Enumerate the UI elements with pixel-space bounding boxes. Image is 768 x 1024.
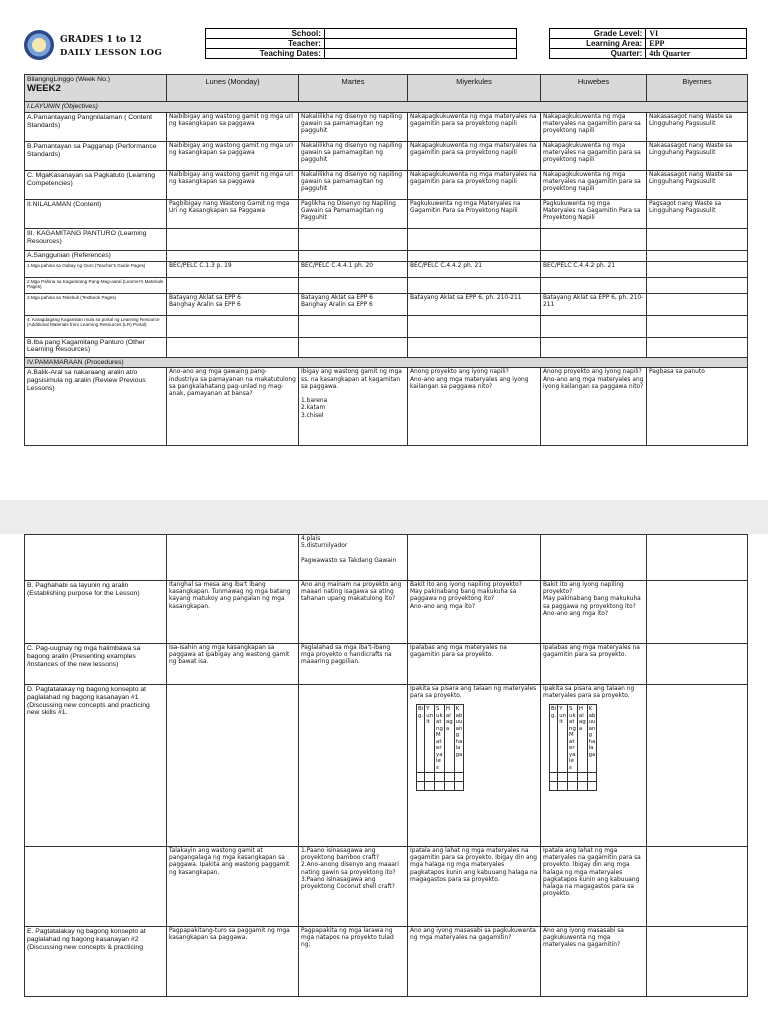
cell-wednesday: Nakapagkukuwenta ng mga materyales na gagamitin para sa proyektong napili (408, 112, 541, 141)
table-row (25, 315, 748, 337)
table-row (25, 261, 748, 277)
section-procedures: IV.PAMAMARAAN (Procedures) (25, 357, 748, 368)
cell-friday: Nakasasagot nang Waste sa Lingguhang Pagsusulit (647, 112, 748, 141)
cell-thursday: Ipalabas ang mga materyales na gagamitin para sa proyekto. (541, 644, 647, 685)
header-friday: Biyernes (647, 75, 748, 102)
cell-thursday: Ano ang iyong masasabi sa pagkukuwenta ng mga materyales na gagamitin? (541, 927, 647, 997)
week-value: WEEK2 (27, 82, 61, 94)
cell-thursday: BEC/PELC C.4.4.2 ph. 21 (541, 261, 647, 277)
row-label: III. KAGAMITANG PANTURO (Learning Resources) (25, 228, 167, 250)
grid-header: K ab uu an g ha la ga (454, 705, 464, 773)
cell-tuesday: BEC/PELC C.4.4.1 ph. 20 (299, 261, 408, 277)
lesson-log-page-1 (0, 0, 768, 500)
row-label: 1.Mga pahina sa Gabay ng Guro (Teacher's Guide Pages) (25, 261, 167, 277)
row-label: 4. Karagdagang Kagamitan mula sa portal ng Learning Resource (Additional Materials from Learning Resources (LR) Portal) (25, 315, 167, 337)
grade-level-value: VI (646, 29, 747, 39)
teacher-value (324, 39, 516, 49)
cell-monday: Pagbibigay nang Wastong Gamit ng mga Uri ng Kasangkapan sa Paggawa (167, 199, 299, 228)
row-label: 3.Mga pahina sa Teksbuk (Textbook Pages) (25, 293, 167, 315)
table-row (25, 228, 748, 250)
row-label: C. Pag-uugnay ng mga halimbawa sa bagong aralin (Presenting examples /Instances of the new lessons) (25, 644, 167, 685)
cell-monday: Naibibigay ang wastong gamit ng mga uri ng kasangkapan sa paggawa (167, 112, 299, 141)
cell-tuesday: Nakalilikha ng disenyo ng napiling gawain sa pamamagitan ng pagguhit (299, 141, 408, 170)
table-row (25, 250, 748, 261)
cell-thursday: Anong proyekto ang iyong napili? Ano-ano ang mga materyales ang iyong kailangan sa paggawa nito? (541, 368, 647, 446)
cell-wednesday: Bakit ito ang iyong napiling proyekto? May pakinabang bang makukuha sa paggawa ng proyektong ito? Ano-ano ang mga ito? (408, 581, 541, 644)
header-wednesday: Miyerkules (408, 75, 541, 102)
cell-wednesday: BEC/PELC C.4.4.2 ph. 21 (408, 261, 541, 277)
cell-wednesday: Ipatala ang lahat ng mga materyales na gagamitin para sa proyekto. Ibigay din ang mga halaga ng mga materyales pagkatapos kunin ang kabuuang halaga na magagastos para sa proyekto. (408, 847, 541, 927)
row-label: B. Paghahabi sa layunin ng aralin (Establishing purpose for the Lesson) (25, 581, 167, 644)
cell-thursday: Bakit ito ang iyong napiling proyekto? May pakinabang bang makukuha sa paggawa ng proyektong ito? Ano-ano ang mga ito? (541, 581, 647, 644)
cell-tuesday: 1.Paano isinasagawa ang proyektong bamboo craft? 2.Ano-anong disenyo ang maaari nating gawin sa proyektong ito? 3.Paano isinasagawa ang proyektong Coconut shell craft? (299, 847, 408, 927)
row-label: A.Sanggunian (References) (25, 250, 167, 261)
row-label: 2.Mga Pahina sa Kagamitang Pang-Mag-aaral (Learner's Materials Pages) (25, 277, 167, 293)
cell-thursday: Pagkukuwenta ng mga Materyales na Gagamitin Para sa Proyektong Napili (541, 199, 647, 228)
section-row (25, 357, 748, 368)
cell-friday: Pagbasa sa panuto (647, 368, 748, 446)
cell-tuesday: Batayang Aklat sa EPP 6 Banghay Aralin sa EPP 6 (299, 293, 408, 315)
cell-text: Ipakita sa pisara ang talaan ng materyales para sa proyekto. (543, 686, 635, 700)
cell-monday: Isa-isahin ang mga kasangkapan sa paggawa at ipabigay ang wastong gamit ng bawat isa. (167, 644, 299, 685)
lesson-log-table-2 (24, 534, 748, 997)
table-row (25, 368, 748, 446)
table-row (25, 927, 748, 997)
cell-wednesday (408, 685, 541, 847)
cell-thursday: Nakapagkukuwenta ng mga materyales na gagamitin para sa proyektong napili (541, 141, 647, 170)
cell-monday: Naibibigay ang wastong gamit ng mga uri ng kasangkapan sa paggawa (167, 141, 299, 170)
cell-monday: Naibibigay ang wastong gamit ng mga uri ng kasangkapan sa paggawa (167, 170, 299, 199)
lesson-log-table-1 (24, 74, 748, 446)
logo-title: GRADES 1 to 12 (60, 35, 142, 45)
cell-monday: Talakayin ang wastong gamit at pangangalaga ng mga kasangkapan sa paggawa. Ipakita ang wastong paggamit ng kasangkapan. (167, 847, 299, 927)
grid-header: S uk at ng M at er ya le s (569, 706, 576, 771)
grid-header: H al ag a (444, 705, 454, 773)
logo-subtitle: DAILY LESSON LOG (60, 48, 163, 58)
deped-seal-icon (24, 30, 54, 60)
table-row (25, 199, 748, 228)
learning-area-value: EPP (646, 39, 747, 49)
cell-tuesday: Ano ang mainam na proyekto ang maaari nating isagawa sa ating tahanan upang makatulong ito? (299, 581, 408, 644)
quarter-label: Quarter: (549, 49, 645, 59)
cell-tuesday: Nakalilikha ng disenyo ng napiling gawain sa pamamagitan ng pagguhit (299, 170, 408, 199)
row-label: II.NILALAMAN (Content) (25, 199, 167, 228)
cell-tuesday: Paglikha ng Disenyo ng Napiling Gawain sa Pamamagitan ng Pagguhit (299, 199, 408, 228)
school-label: School: (206, 29, 325, 39)
table-row (25, 112, 748, 141)
grid-header: Y un it (558, 705, 568, 773)
materials-grid (549, 704, 597, 791)
cell-wednesday: Batayang Aklat sa EPP 6, ph. 210-211 (408, 293, 541, 315)
cell-thursday (541, 685, 647, 847)
row-label: E. Pagtatalakay ng bagong konsepto at paglalahad ng bagong kasanayan #2 (Discussing new concepts & practicing (25, 927, 167, 997)
cell-wednesday: Ano ang iyong masasabi sa pagkukuwenta ng mga materyales na gagamitin? (408, 927, 541, 997)
table-row (25, 685, 748, 847)
document-header (24, 28, 747, 66)
cell-tuesday: Paglalahad sa mga iba't-ibang mga proyekto o handicrafts na maaaring pagpilian. (299, 644, 408, 685)
column-header-row (25, 75, 748, 102)
table-row (25, 170, 748, 199)
section-row (25, 102, 748, 113)
materials-grid (416, 704, 464, 791)
cell-monday: Pagpapakitang-turo sa paggamit ng mga kasangkapan sa paggawa. (167, 927, 299, 997)
school-value (324, 29, 516, 39)
teaching-dates-value (324, 49, 516, 59)
cell-wednesday: Nakapagkukuwenta ng mga materyales na gagamitin para sa proyektong napili (408, 170, 541, 199)
row-label: A.Balik-Aral sa nakaraang aralin at/o pagsisimula ng aralin (Review Previous Lessons) (25, 368, 167, 446)
grid-header: H al ag a (577, 705, 587, 773)
teaching-dates-label: Teaching Dates: (206, 49, 325, 59)
table-row (25, 337, 748, 357)
cell-thursday: Nakapagkukuwenta ng mga materyales na gagamitin para sa proyektong napili (541, 170, 647, 199)
grid-header: S uk at ng M at er ya le s (436, 706, 443, 771)
cell-monday: Batayang Aklat sa EPP 6 Banghay Aralin sa EPP 6 (167, 293, 299, 315)
week-label-cell: BilangngLinggo (Week No.) WEEK2 (25, 75, 167, 102)
cell-friday: Pagsagot nang Waste sa Lingguhang Pagsusulit (647, 199, 748, 228)
quarter-value: 4th Quarter (646, 49, 747, 59)
cell-tuesday: Ibigay ang wastong gamit ng mga ss. na kasangkapan at kagamitan sa paggawa. 1.barena 2.katam 3.chisel (299, 368, 408, 446)
cell-tuesday: Nakalilikha ng disenyo ng napiling gawain sa pamamagitan ng pagguhit (299, 112, 408, 141)
lesson-log-page-2 (0, 534, 768, 1024)
cell-monday: Itanghal sa mesa ang iba't ibang kasangkapan. Tunmawag ng mga batang kayang matukoy ang pangalan ng mga kasangkapan. (167, 581, 299, 644)
row-label: B.Iba pang Kagamitang Panturo (Other Learning Resources) (25, 337, 167, 357)
table-row (25, 535, 748, 581)
row-label: A.Pamantayang Pangnilalaman ( Content Standards) (25, 112, 167, 141)
cell-wednesday: Pagkukuwenta ng mga Materyales na Gagamitin Para sa Proyektong Napili (408, 199, 541, 228)
table-row (25, 581, 748, 644)
cell-friday: Nakasasagot nang Waste sa Lingguhang Pagsusulit (647, 141, 748, 170)
cell-wednesday: Ipalabas ang mga materyales na gagamitin para sa proyekto. (408, 644, 541, 685)
cell-thursday: Nakapagkukuwenta ng mga materyales na gagamitin para sa proyektong napili (541, 112, 647, 141)
cell-thursday: Ipatala ang lahat ng mga materyales na gagamitin para sa proyekto. Ibigay din ang mga halaga ng mga materyales pagkatapos kunin ang kabuuang halaga na magagastos para sa proyekto. (541, 847, 647, 927)
teacher-label: Teacher: (206, 39, 325, 49)
table-row (25, 644, 748, 685)
section-objectives: I.LAYUNIN (Objectives) (25, 102, 748, 113)
header-info-table (205, 28, 747, 59)
header-monday: Lunes (Monday) (167, 75, 299, 102)
table-row (25, 277, 748, 293)
row-label: B.Pamantayan sa Pagganap (Performance Standards) (25, 141, 167, 170)
table-row (25, 293, 748, 315)
cell-tuesday: 4.plais 5.disturnilyador Pagwawasto sa Takdang Gawain (299, 535, 408, 581)
header-tuesday: Martes (299, 75, 408, 102)
table-row (25, 141, 748, 170)
row-label: D. Pagtatalakay ng bagong konsepto at paglalahad ng bagong kasanayan #1 (Discussing new concepts and practicing new skills #1. (25, 685, 167, 847)
row-label: C. MgaKasanayan sa Pagkatuto (Learning Competencies) (25, 170, 167, 199)
cell-monday: Ano-ano ang mga gawaing pang-industriya sa pamayanan na makatutulong sa pangkalahatang pag-unlad ng mag-anak, pamayanan at bansa? (167, 368, 299, 446)
cell-friday: Nakasasagot nang Waste sa Lingguhang Pagsusulit (647, 170, 748, 199)
grid-header: Bi g. (550, 705, 558, 773)
grid-header: Bi g. (417, 705, 425, 773)
grid-header: K ab uu an g ha la ga (587, 705, 597, 773)
cell-monday: BEC/PELC C.1.3 p. 19 (167, 261, 299, 277)
page-gap (0, 500, 768, 534)
cell-wednesday: Anong proyekto ang iyong napili? Ano-ano ang mga materyales ang iyong kailangan sa paggawa nito? (408, 368, 541, 446)
table-row (25, 847, 748, 927)
grade-level-label: Grade Level: (549, 29, 645, 39)
cell-thursday: Batayang Aklat sa EPP 6, ph. 210-211 (541, 293, 647, 315)
learning-area-label: Learning Area: (549, 39, 645, 49)
grid-header: Y un it (425, 705, 435, 773)
cell-text: Ipakita sa pisara ang talaan ng materyales para sa proyekto. (410, 686, 537, 700)
header-thursday: Huwebes (541, 75, 647, 102)
cell-wednesday: Nakapagkukuwenta ng mga materyales na gagamitin para sa proyektong napili (408, 141, 541, 170)
cell-tuesday: Pagpapakita ng mga larawa ng mga natapos na proyekto tulad ng; (299, 927, 408, 997)
